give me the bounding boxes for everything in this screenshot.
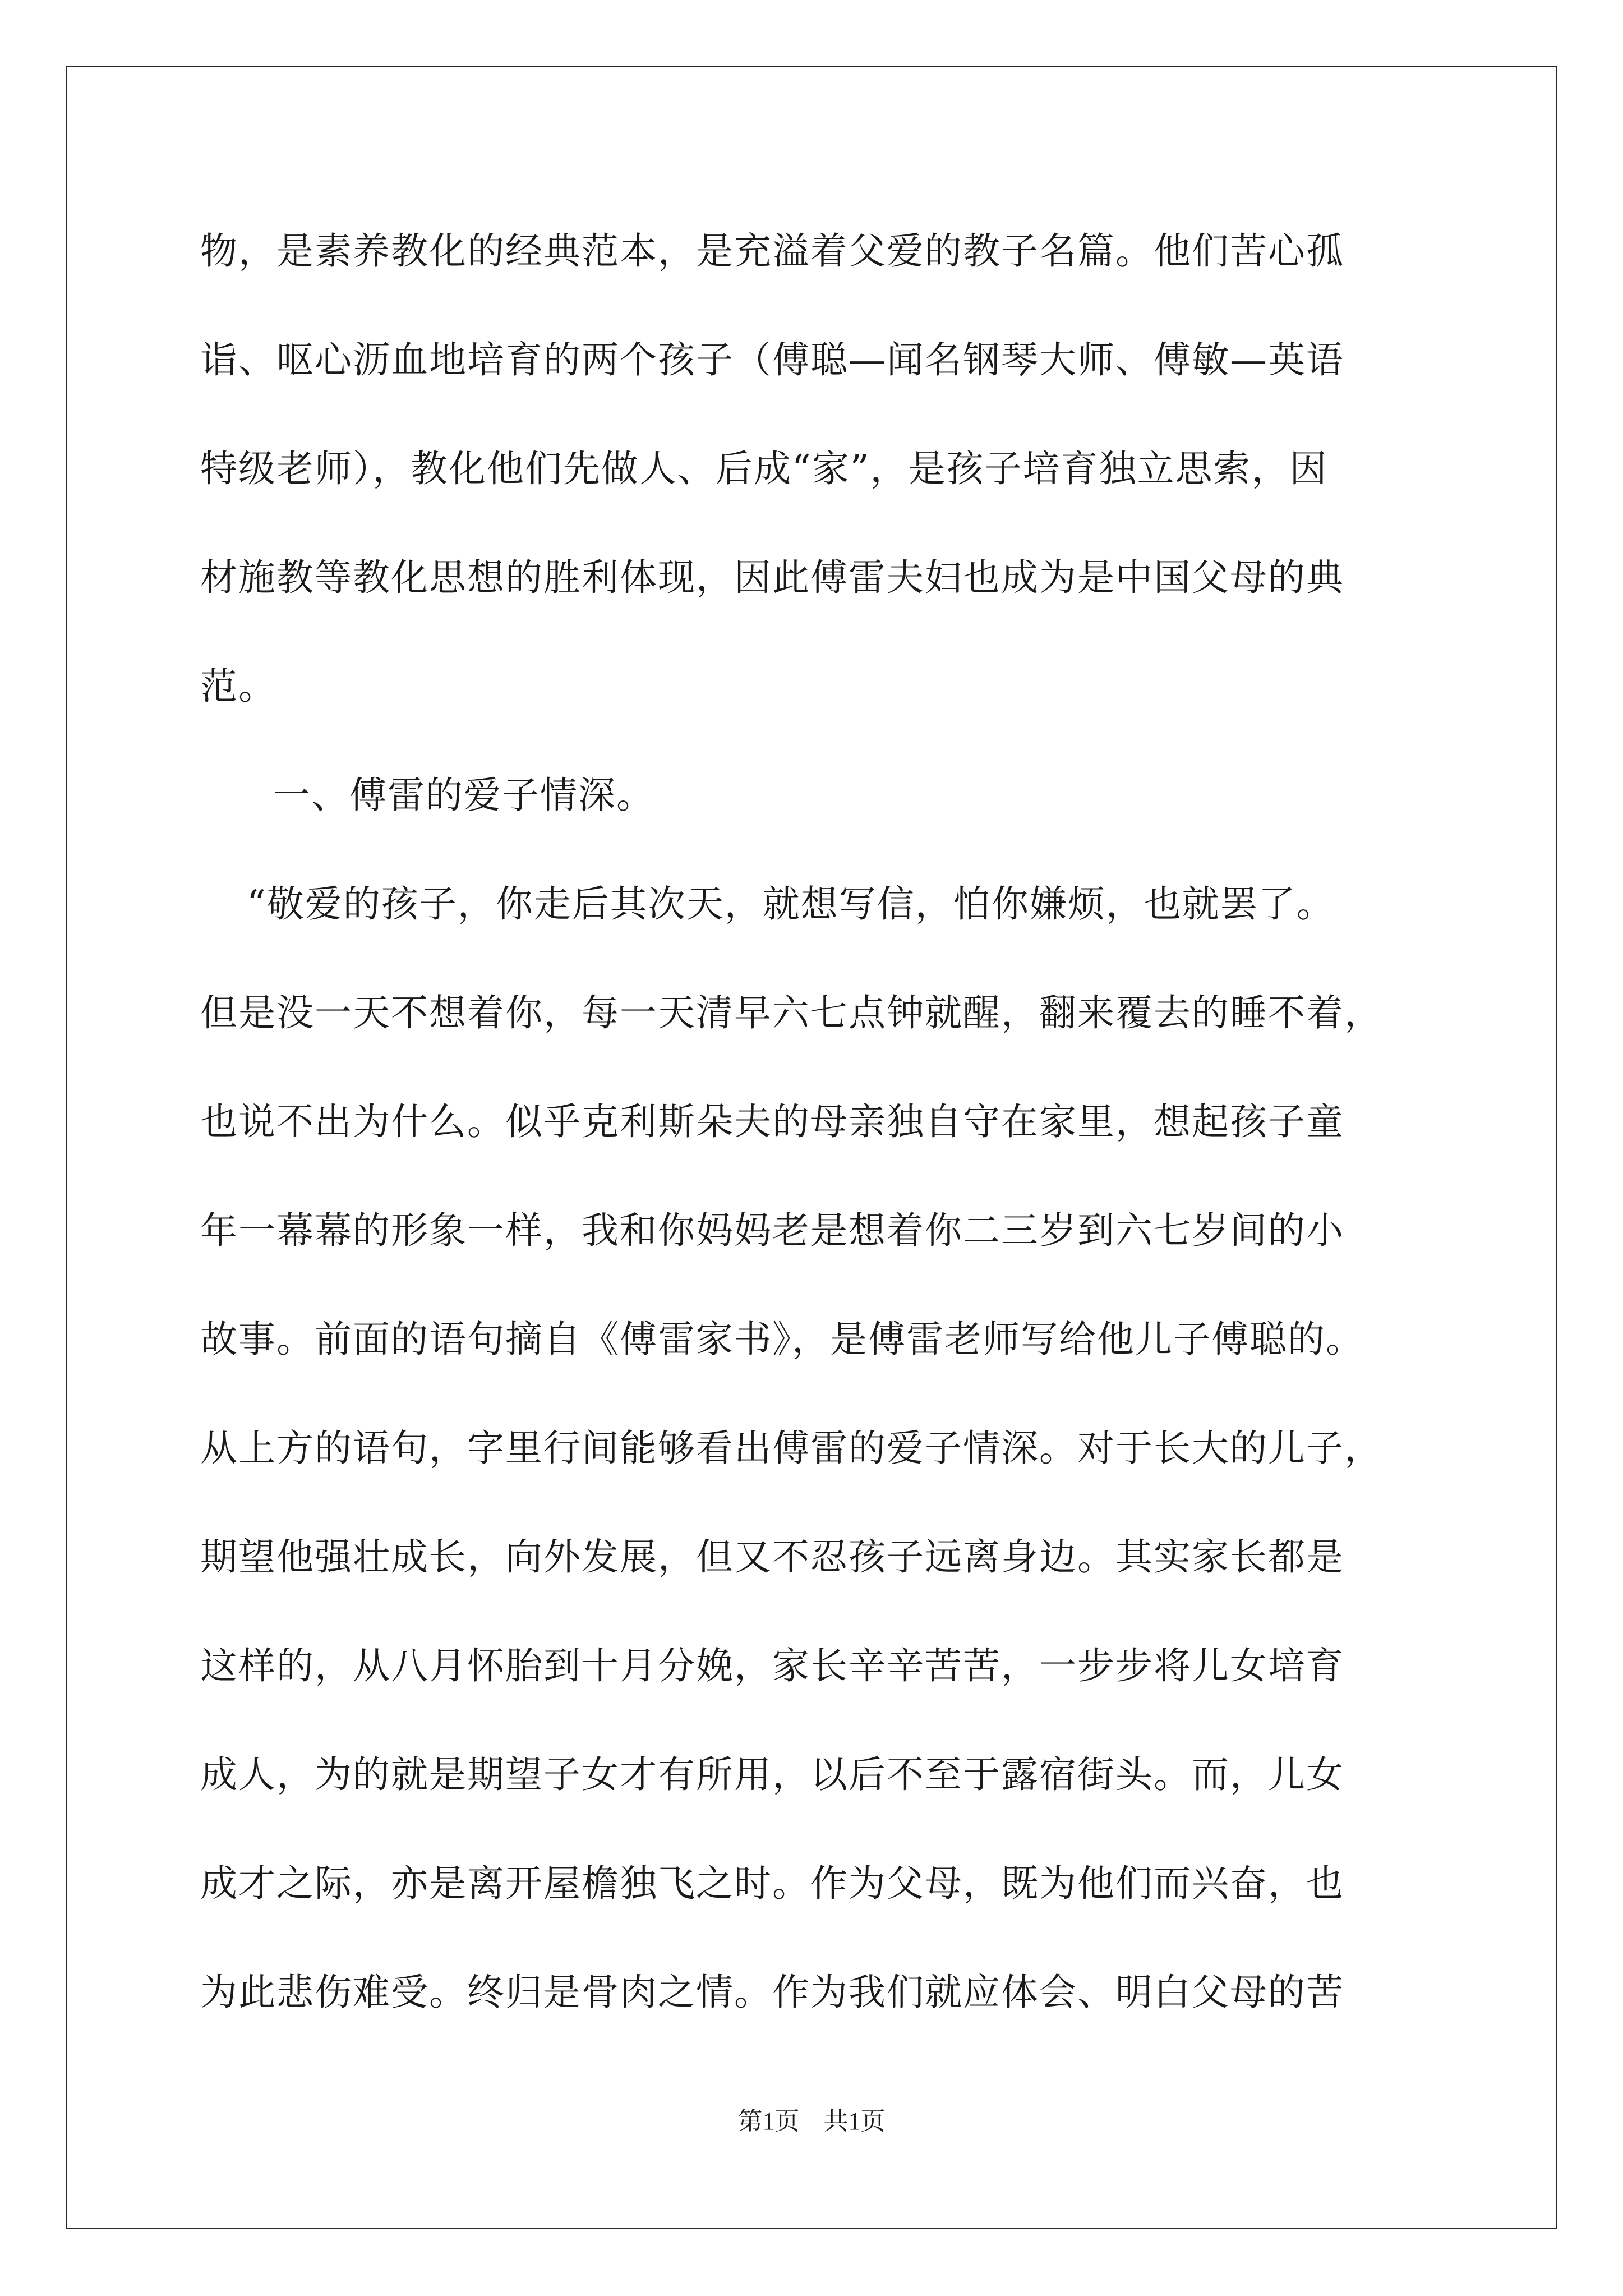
paragraph-line: 诣、呕心沥血地培育的两个孩子（傅聪—闻名钢琴大师、傅敏—英语 [200, 338, 1344, 381]
paragraph-line: 但是没一天不想着你，每一天清早六七点钟就醒，翻来覆去的睡不着， [200, 991, 1382, 1034]
paragraph-line: 范。 [200, 665, 276, 708]
section-heading: 一、傅雷的爱子情深。 [273, 774, 654, 817]
paragraph-line: 特级老师），教化他们先做人、后成“家”，是孩子培育独立思索，因 [200, 447, 1328, 490]
paragraph-line: 也说不出为什么。似乎克利斯朵夫的母亲独自守在家里，想起孩子童 [200, 1100, 1344, 1143]
page-footer [0, 2105, 1623, 2138]
paragraph-line: 材施教等教化思想的胜利体现，因此傅雷夫妇也成为是中国父母的典 [200, 556, 1344, 599]
page-number: 第1页 [737, 2108, 800, 2135]
paragraph-line: 为此悲伤难受。终归是骨肉之情。作为我们就应体会、明白父母的苦 [200, 1971, 1344, 2014]
paragraph-line: 这样的，从八月怀胎到十月分娩，家长辛辛苦苦，一步步将儿女培育 [200, 1644, 1344, 1687]
page-total: 共1页 [823, 2108, 886, 2135]
paragraph-line: 成人，为的就是期望子女才有所用，以后不至于露宿街头。而，儿女 [200, 1753, 1344, 1796]
paragraph-line: “敬爱的孩子，你走后其次天，就想写信，怕你嫌烦，也就罢了。 [247, 882, 1335, 926]
paragraph-line: 物，是素养教化的经典范本，是充溢着父爱的教子名篇。他们苦心孤 [200, 229, 1344, 273]
paragraph-line: 期望他强壮成长，向外发展，但又不忍孩子远离身边。其实家长都是 [200, 1535, 1344, 1579]
paragraph-line: 故事。前面的语句摘自《傅雷家书》，是傅雷老师写给他儿子傅聪的。 [200, 1318, 1364, 1361]
paragraph-line: 年一幕幕的形象一样，我和你妈妈老是想着你二三岁到六七岁间的小 [200, 1209, 1344, 1252]
paragraph-line: 从上方的语句，字里行间能够看出傅雷的爱子情深。对于长大的儿子， [200, 1427, 1382, 1470]
paragraph-line: 成才之际，亦是离开屋檐独飞之时。作为父母，既为他们而兴奋，也 [200, 1862, 1344, 1905]
